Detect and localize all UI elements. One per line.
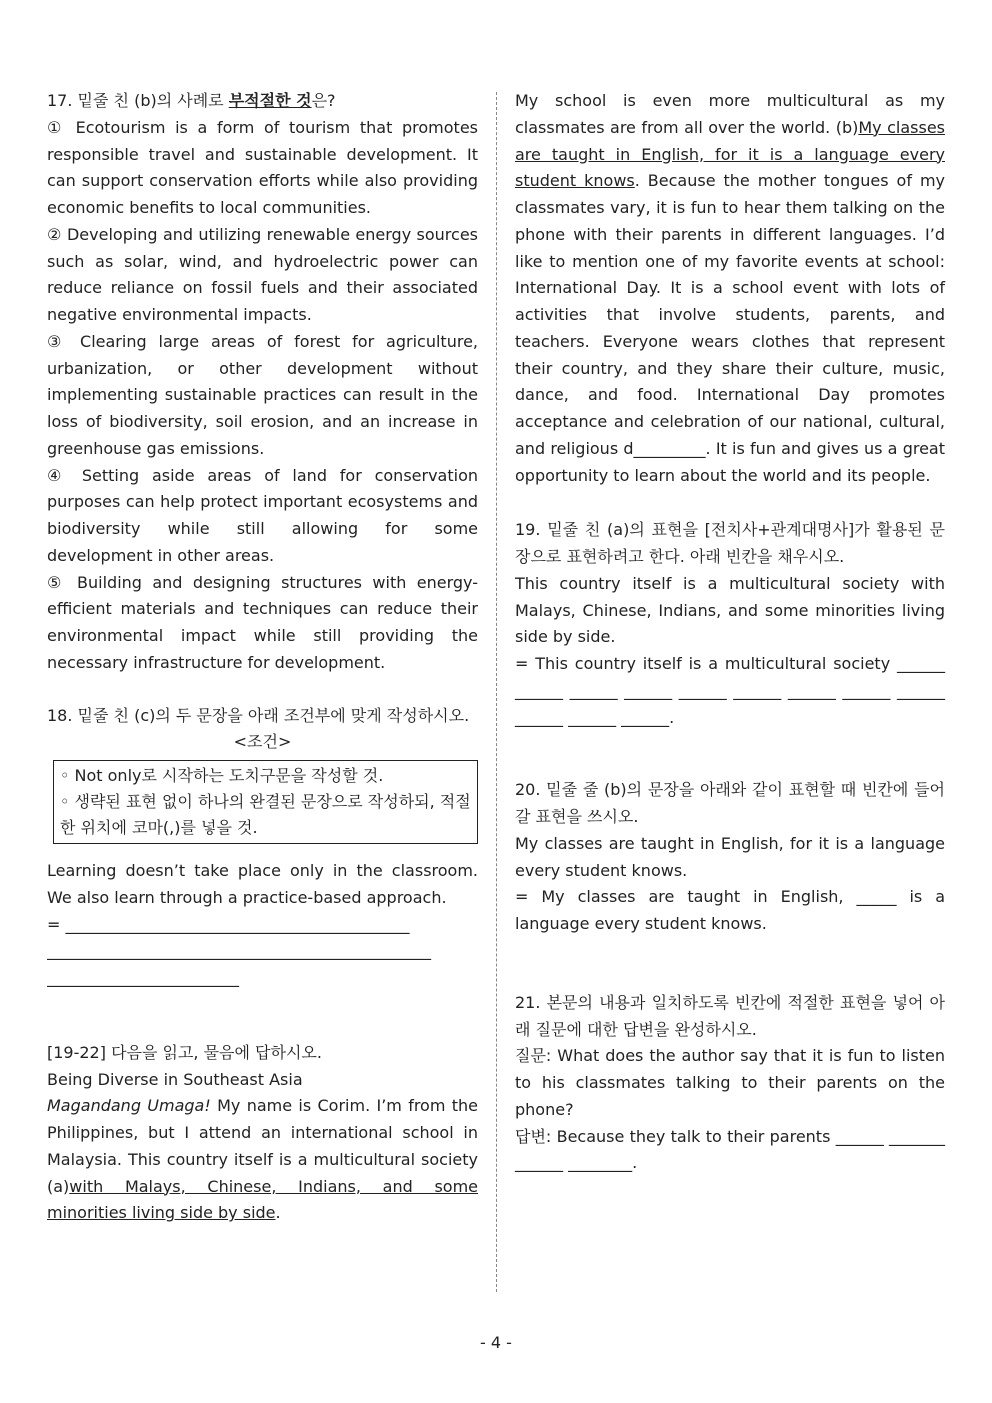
q17-title: 17. 밑줄 친 (b)의 사례로 부적절한 것은? — [47, 91, 336, 110]
q21-title: 21. 본문의 내용과 일치하도록 빈칸에 적절한 표현을 넣어 아래 질문에 대한 답변을 완성하시오. — [515, 992, 945, 1039]
q17-option-1[interactable]: ① Ecotourism is a form of tourism that promotes responsible travel and sustainable development. It can support conservation efforts while also providing economic benefits to local communities. — [47, 117, 478, 217]
q19-answer-line[interactable]: = This country itself is a multicultural society ______ ______ ______ ______ ______ ______ ______ ______ ______ ______ ______ ______. — [515, 654, 945, 727]
q18-condition-2: ◦ 생략된 표현 없이 하나의 완결된 문장으로 작성하되, 적절한 위치에 코마(,)를 넣을 것. — [60, 792, 471, 837]
q18-answer-blank-1[interactable]: = ___________________________________________ — [47, 914, 410, 934]
page-number: - 4 - — [480, 1333, 512, 1352]
q21-question: 질문: What does the author say that it is fun to listen to his classmates talking to their parents on the phone? — [515, 1046, 945, 1119]
q17-option-2[interactable]: ② Developing and utilizing renewable energy sources such as solar, wind, and hydroelectric power can reduce reliance on fossil fuels and their associated negative environmental impacts. — [47, 224, 478, 324]
right-column — [515, 88, 945, 1177]
left-column — [47, 88, 478, 1227]
passage-greeting: Magandang Umaga! — [47, 1096, 211, 1116]
underline-a: with Malays, Chinese, Indians, and some minorities living side by side — [47, 1176, 478, 1223]
q20-title: 20. 밑줄 줄 (b)의 문장을 아래와 같이 표현할 때 빈칸에 들어갈 표현을 쓰시오. — [515, 780, 945, 826]
q18-title: 18. 밑줄 친 (c)의 두 문장을 아래 조건부에 맞게 작성하시오. — [47, 705, 470, 725]
q18-sentences: Learning doesn’t take place only in the classroom. We also learn through a practice-based approach. — [47, 861, 478, 907]
passage-intro: Magandang Umaga! My name is Corim. I’m from the Philippines, but I attend an international school in Malaysia. This country itself is a multicultural society (a)with Malays, Chinese, Indians, and some minorities living side by side. — [47, 1096, 479, 1223]
q21-answer-line[interactable]: 답변: Because they talk to their parents ______ _______ ______ ________. — [515, 1126, 945, 1173]
q17-emphasis: 부적절한 것 — [228, 91, 312, 110]
q18-answer-blank-2[interactable]: ________________________________________________ — [47, 941, 431, 961]
underline-b: My classes are taught in English, for it is a language every student knows — [515, 117, 945, 191]
passage-continued: My school is even more multicultural as my classmates are from all over the world. (b)My classes are taught in English, for it is a language every student knows. Because the mother tongues of my classmates vary, it is fun to hear them talking on the phone with their parents in different languages. I’d like to mention one of my favorite events at school: International Day. It is a school event with lots of activities that involve students, parents, and teachers. Everyone wears clothes that represent their country, and they share their culture, music, dance, and food. International Day promotes acceptance and celebration of our national, cultural, and religious d_________. It is fun and gives us a great opportunity to learn about the world and its people. — [515, 91, 945, 485]
q20-sentence: My classes are taught in English, for it is a language every student knows. — [515, 833, 945, 880]
q19-sentence: This country itself is a multicultural society with Malays, Chinese, Indians, and some minorities living side by side. — [515, 573, 945, 647]
q18-answer-blank-3[interactable]: ________________________ — [47, 968, 239, 987]
q17-option-3[interactable]: ③ Clearing large areas of forest for agriculture, urbanization, or other development without implementing sustainable practices can result in the loss of biodiversity, soil erosion, and an increase in greenhouse gas emissions. — [47, 331, 478, 458]
q18-condition-1: ◦ Not only로 시작하는 도치구문을 작성할 것. — [60, 766, 384, 785]
q19-22-header: [19-22] 다음을 읽고, 물음에 답하시오. — [47, 1042, 322, 1062]
passage-title: Being Diverse in Southeast Asia — [47, 1069, 303, 1089]
q18-condition-heading: <조건> — [233, 732, 292, 752]
q19-title: 19. 밑줄 친 (a)의 표현을 [전치사+관계대명사]가 활용된 문장으로 표현하려고 한다. 아래 빈칸을 채우시오. — [515, 520, 945, 566]
q17-option-4[interactable]: ④ Setting aside areas of land for conservation purposes can help protect important ecosystems and biodiversity while still allowing for some development in other areas. — [47, 465, 478, 565]
q18-condition-box — [53, 760, 478, 844]
column-divider — [496, 92, 497, 1292]
q20-answer-line[interactable]: = My classes are taught in English, _____ is a language every student knows. — [515, 887, 945, 933]
q17-option-5[interactable]: ⑤ Building and designing structures with energy-efficient materials and techniques can reduce their environmental impact while still providing the necessary infrastructure for development. — [47, 572, 478, 672]
